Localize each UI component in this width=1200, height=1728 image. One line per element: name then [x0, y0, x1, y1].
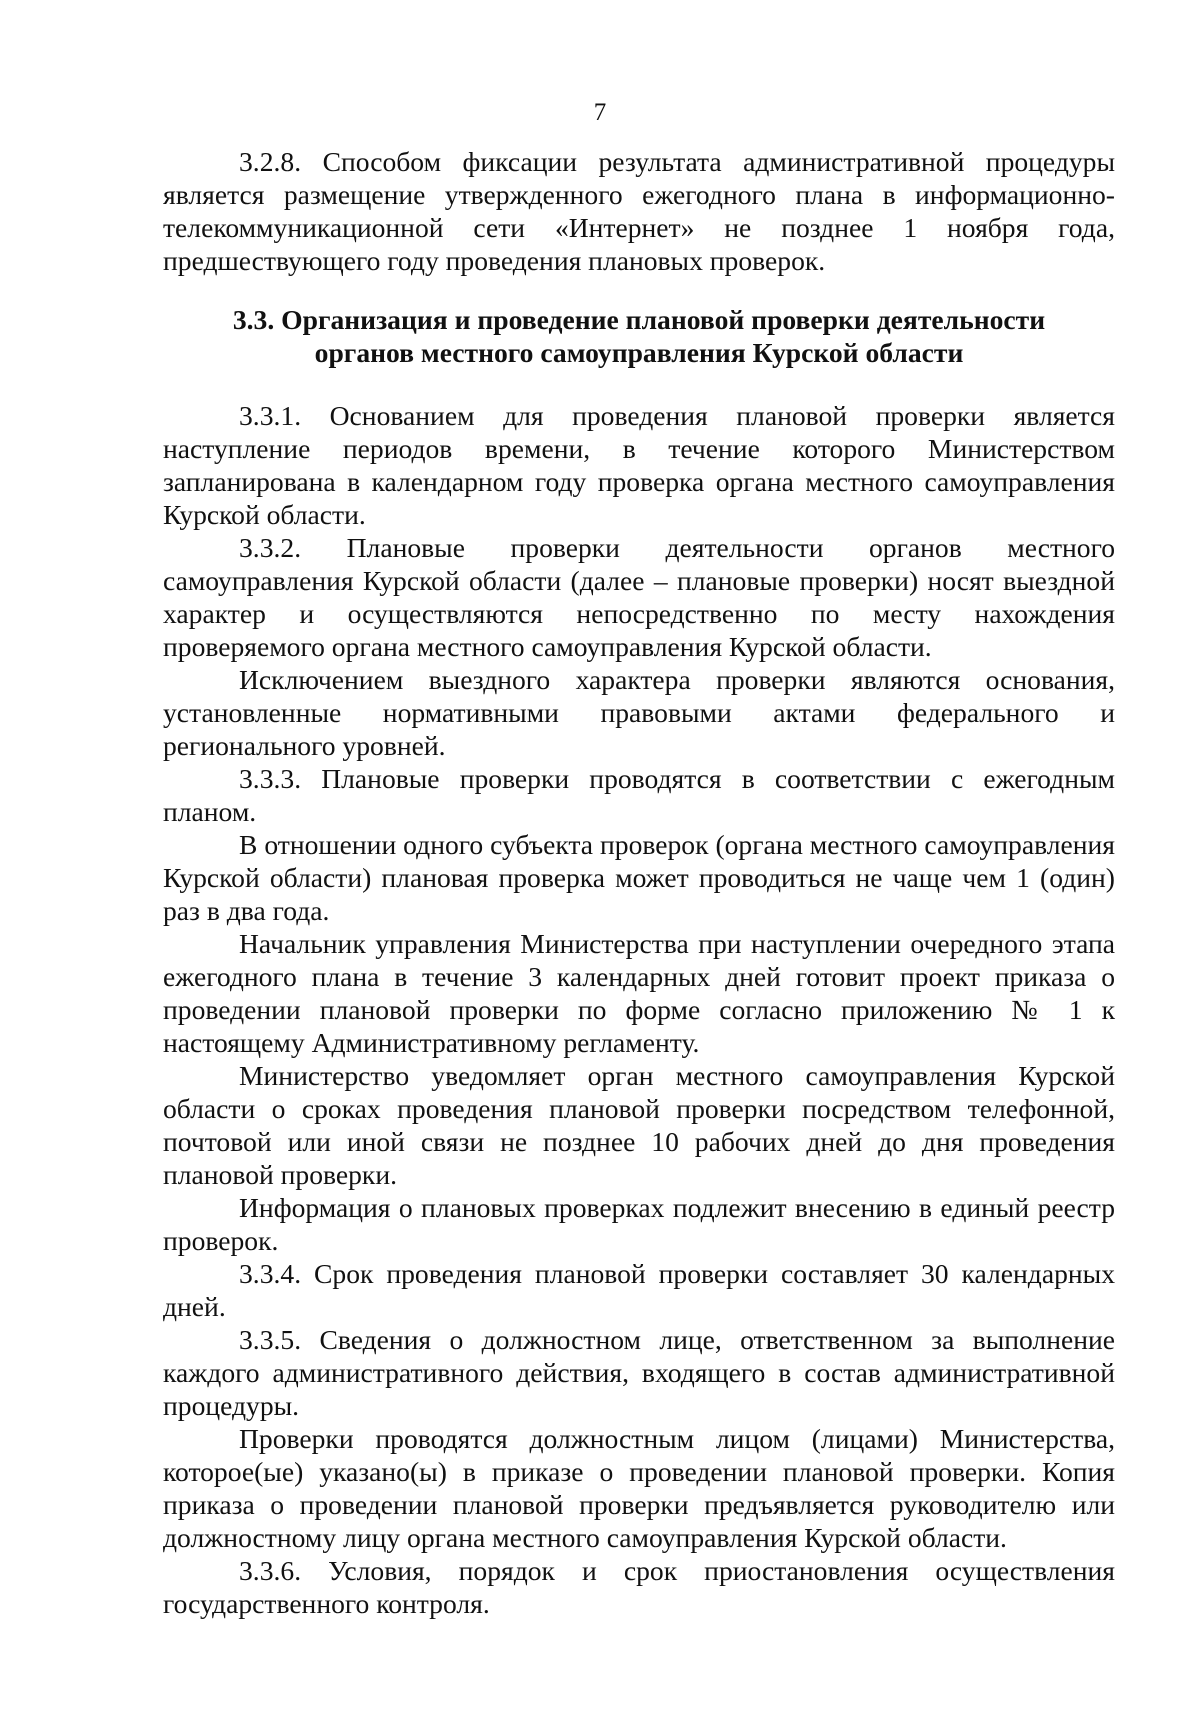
document-body [163, 145, 1115, 1620]
paragraph-order-preparation: Начальник управления Министерства при наступлении очередного этапа ежегодного плана в течение 3 календарных дней готовит проект приказа о проведении плановой проверки по форме согласно приложению № 1 к настоящему Административному регламенту. [163, 928, 1115, 1058]
paragraph-notification: Министерство уведомляет орган местного самоуправления Курской области о сроках проведения плановой проверки посредством телефонной, почтовой или иной связи не позднее 10 рабочих дней до дня проведения плановой проверки. [163, 1060, 1115, 1190]
paragraph-3-3-1: 3.3.1. Основанием для проведения плановой проверки является наступление периодов времени, в течение которого Министерством запланирована в календарном году проверка органа местного самоуправления Курской области. [163, 400, 1115, 530]
section-heading-line-1: 3.3. Организация и проведение плановой проверки деятельности [232, 304, 1046, 335]
paragraph-3-3-6: 3.3.6. Условия, порядок и срок приостановления осуществления государственного контроля. [163, 1555, 1115, 1619]
paragraph-registry: Информация о плановых проверках подлежит внесению в единый реестр проверок. [163, 1192, 1115, 1256]
paragraph-3-3-2: 3.3.2. Плановые проверки деятельности органов местного самоуправления Курской области (далее – плановые проверки) носят выездной характер и осуществляются непосредственно по месту нахождения проверяемого органа местного самоуправления Курской области. [163, 532, 1115, 662]
paragraph-3-2-8: 3.2.8. Способом фиксации результата административной процедуры является размещение утвержденного ежегодного плана в информационно-телекоммуникационной сети «Интернет» не позднее 1 ноября года, предшествующего году проведения плановых проверок. [163, 146, 1115, 276]
paragraph-inspectors: Проверки проводятся должностным лицом (лицами) Министерства, которое(ые) указано(ы) в приказе о проведении плановой проверки. Копия приказа о проведении плановой проверки предъявляется руководителю или должностному лицу органа местного самоуправления Курской области. [163, 1423, 1115, 1553]
paragraph-3-3-4: 3.3.4. Срок проведения плановой проверки составляет 30 календарных дней. [163, 1258, 1115, 1322]
page-number: 7 [593, 99, 607, 126]
paragraph-3-3-5: 3.3.5. Сведения о должностном лице, ответственном за выполнение каждого административного действия, входящего в состав административной процедуры. [163, 1324, 1115, 1421]
paragraph-frequency: В отношении одного субъекта проверок (органа местного самоуправления Курской области) плановая проверка может проводиться не чаще чем 1 (один) раз в два года. [163, 829, 1115, 926]
paragraph-exception: Исключением выездного характера проверки являются основания, установленные нормативными правовыми актами федерального и регионального уровней. [163, 664, 1115, 761]
paragraph-3-3-3: 3.3.3. Плановые проверки проводятся в соответствии с ежегодным планом. [163, 763, 1115, 827]
section-heading [163, 303, 1115, 369]
section-heading-line-2: органов местного самоуправления Курской области [314, 337, 964, 368]
